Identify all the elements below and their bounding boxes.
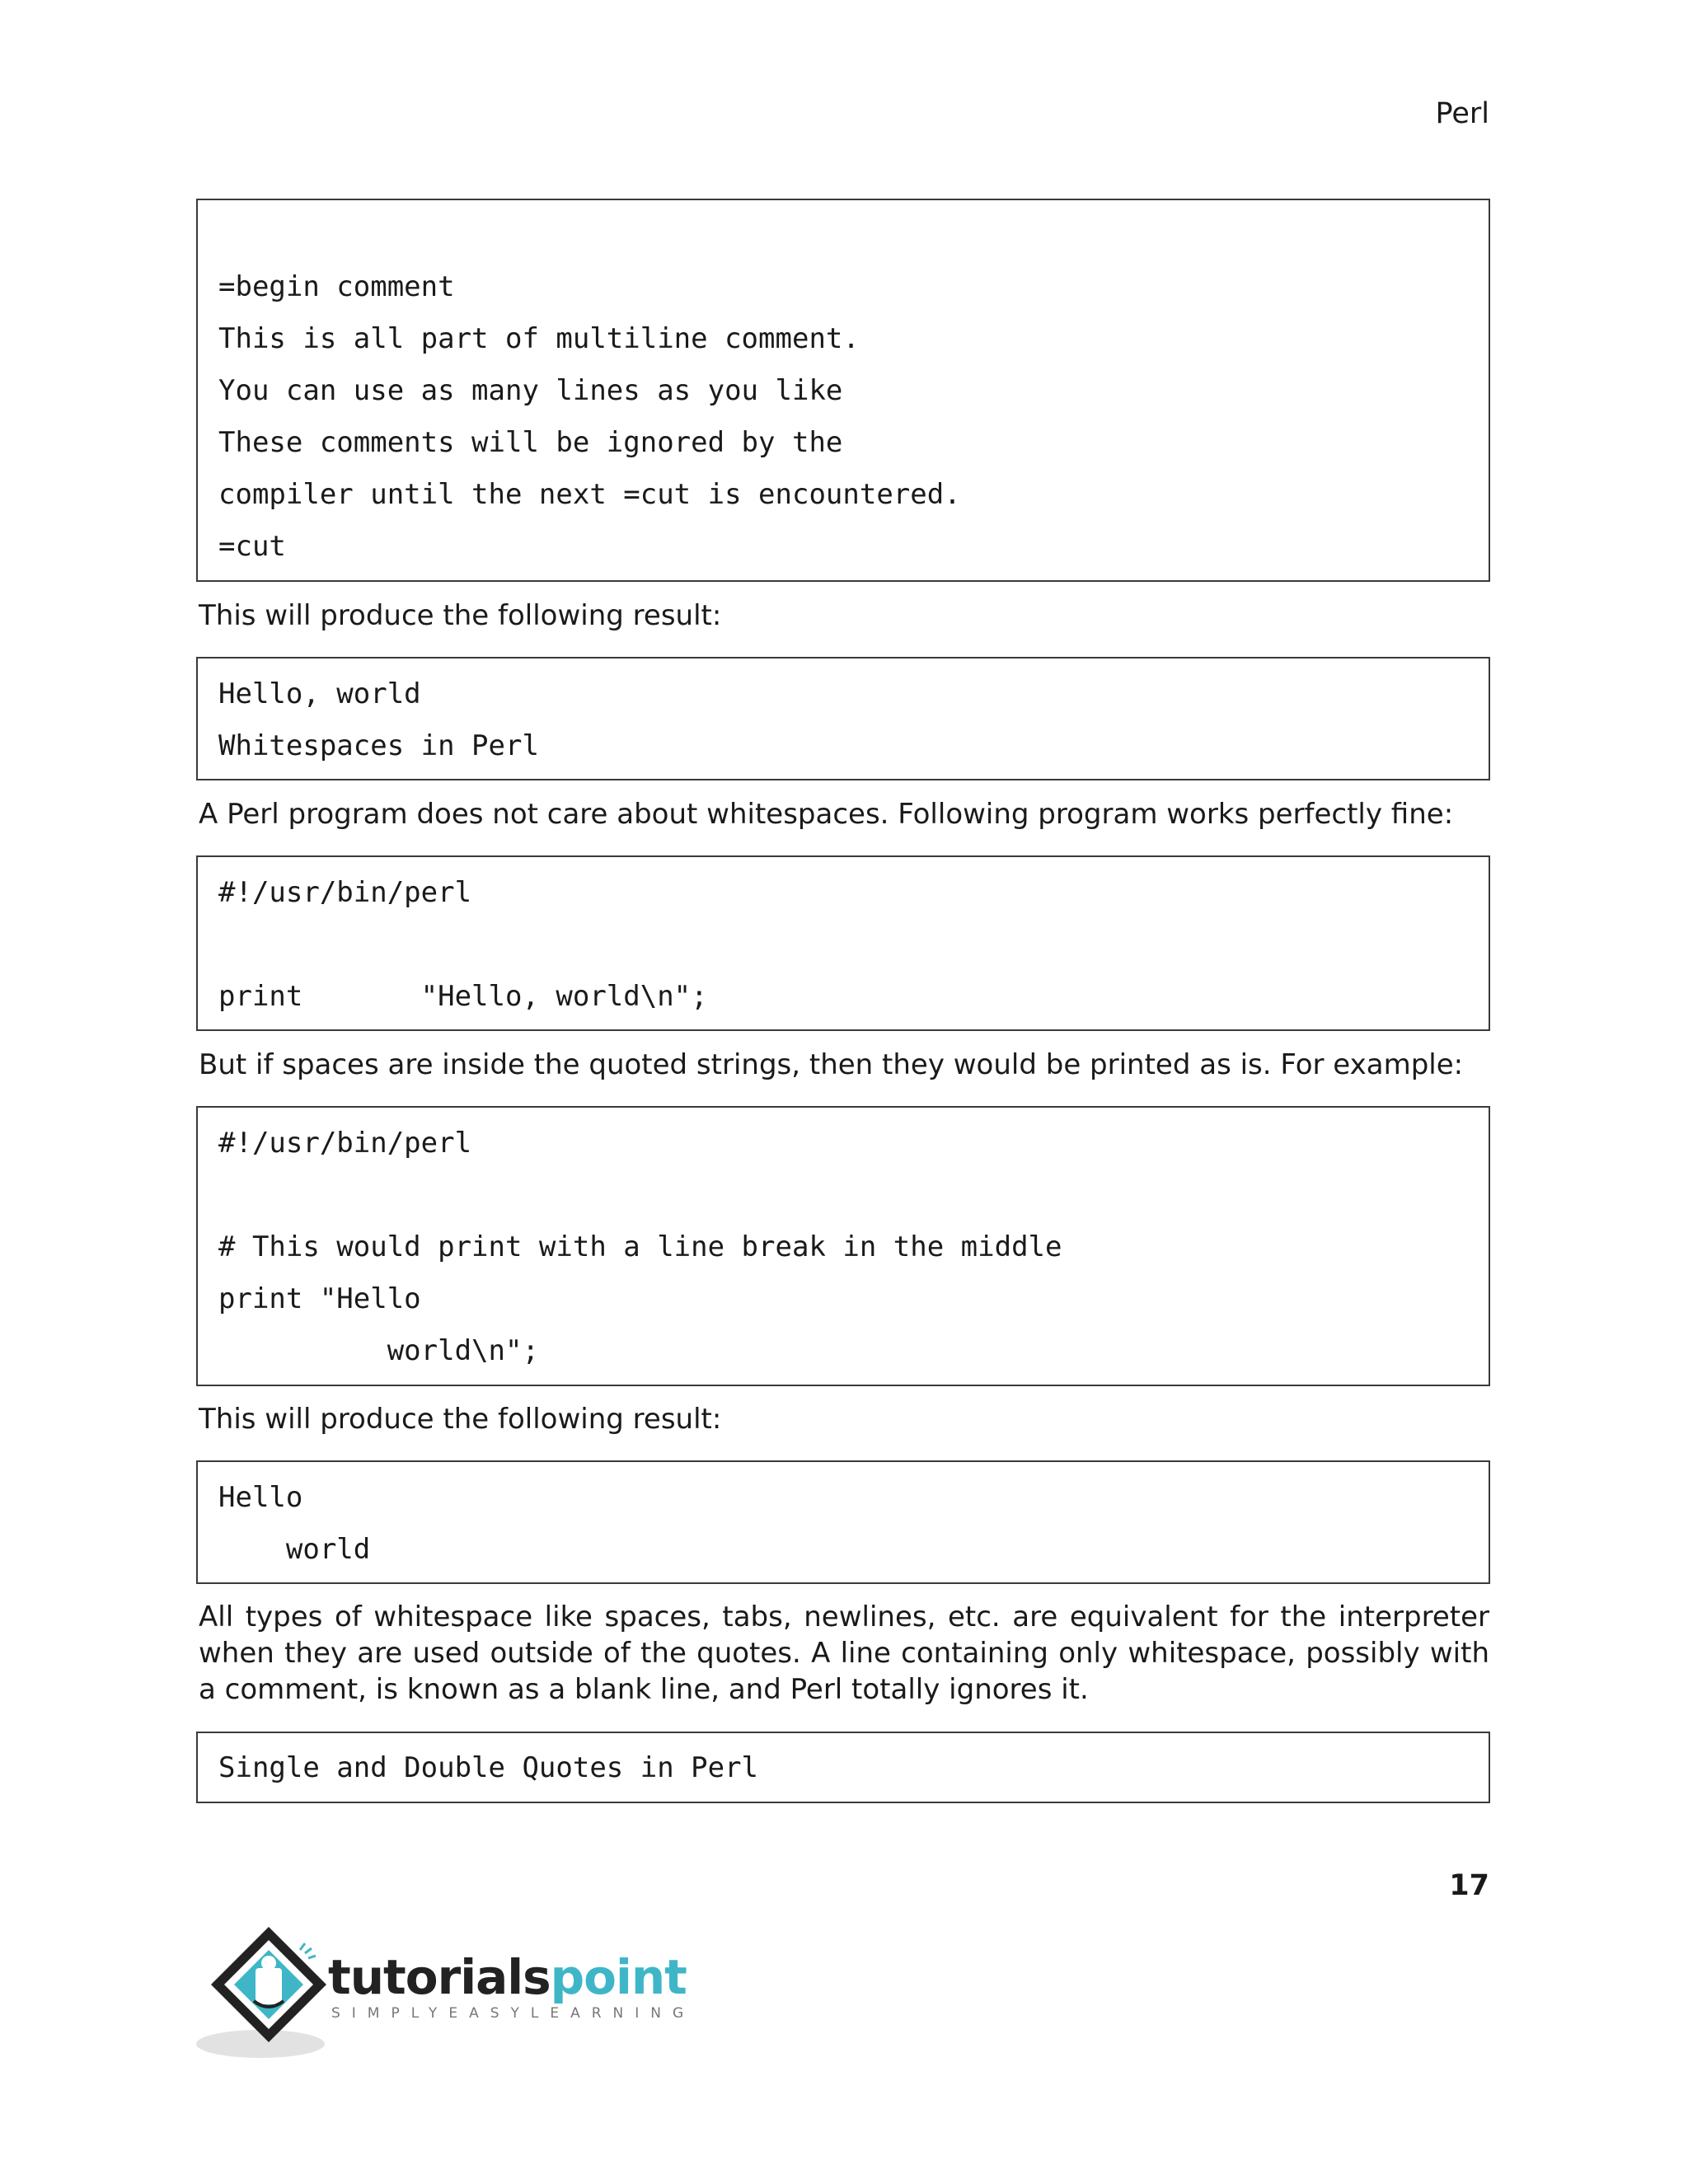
code-line: You can use as many lines as you like bbox=[218, 374, 843, 407]
section-heading: Single and Double Quotes in Perl bbox=[218, 1751, 759, 1784]
paragraph-blank-lines: All types of whitespace like spaces, tabs, newlines, etc. are equivalent for the interpreter when they are used outside of the quotes. A line containing only whitespace, possibly with a comment, is known as a blank line, and Perl totally ignores it. bbox=[199, 1601, 1489, 1706]
section-heading-box bbox=[196, 1732, 1490, 1803]
paragraph-quoted-strings: But if spaces are inside the quoted strings, then they would be printed as is. For example: bbox=[199, 1048, 1464, 1081]
logo-name-part1: tutorials bbox=[328, 1949, 551, 2005]
code-line: =begin comment bbox=[218, 270, 455, 303]
code-line: print "Hello, world\n"; bbox=[218, 980, 708, 1013]
output-block-1 bbox=[196, 657, 1490, 780]
output-line: world bbox=[218, 1533, 371, 1566]
code-block-quoted bbox=[196, 1106, 1490, 1386]
output-block-2 bbox=[196, 1460, 1490, 1584]
output-line: Hello, world bbox=[218, 677, 421, 710]
logo-name-part2: point bbox=[550, 1949, 687, 2005]
code-line: This is all part of multiline comment. bbox=[218, 322, 860, 355]
code-line: #!/usr/bin/perl bbox=[218, 1127, 472, 1160]
code-line: compiler until the next =cut is encountered. bbox=[218, 478, 961, 511]
tutorialspoint-logo bbox=[195, 1920, 696, 2069]
output-line: Whitespaces in Perl bbox=[218, 729, 539, 762]
code-line: These comments will be ignored by the bbox=[218, 426, 843, 459]
code-line: print "Hello bbox=[218, 1282, 421, 1315]
output-line: Hello bbox=[218, 1481, 303, 1514]
logo-wordmark bbox=[328, 1949, 687, 2005]
logo-emblem-icon bbox=[195, 1920, 335, 2069]
logo-tagline: SIMPLYEASYLEARNING bbox=[331, 2005, 696, 2022]
paragraph-whitespace: A Perl program does not care about whitespaces. Following program works perfectly fine: bbox=[199, 798, 1454, 831]
paragraph-result-intro: This will produce the following result: bbox=[199, 599, 722, 632]
code-line: # This would print with a line break in the middle bbox=[218, 1230, 1062, 1263]
paragraph-result-intro-2: This will produce the following result: bbox=[199, 1403, 722, 1436]
code-line: world\n"; bbox=[218, 1334, 539, 1367]
code-block-comment bbox=[196, 199, 1490, 582]
code-block-whitespace bbox=[196, 855, 1490, 1031]
code-line: #!/usr/bin/perl bbox=[218, 876, 472, 909]
page-number: 17 bbox=[1449, 1869, 1489, 1902]
running-header: Perl bbox=[1435, 97, 1489, 130]
code-line: =cut bbox=[218, 530, 286, 563]
